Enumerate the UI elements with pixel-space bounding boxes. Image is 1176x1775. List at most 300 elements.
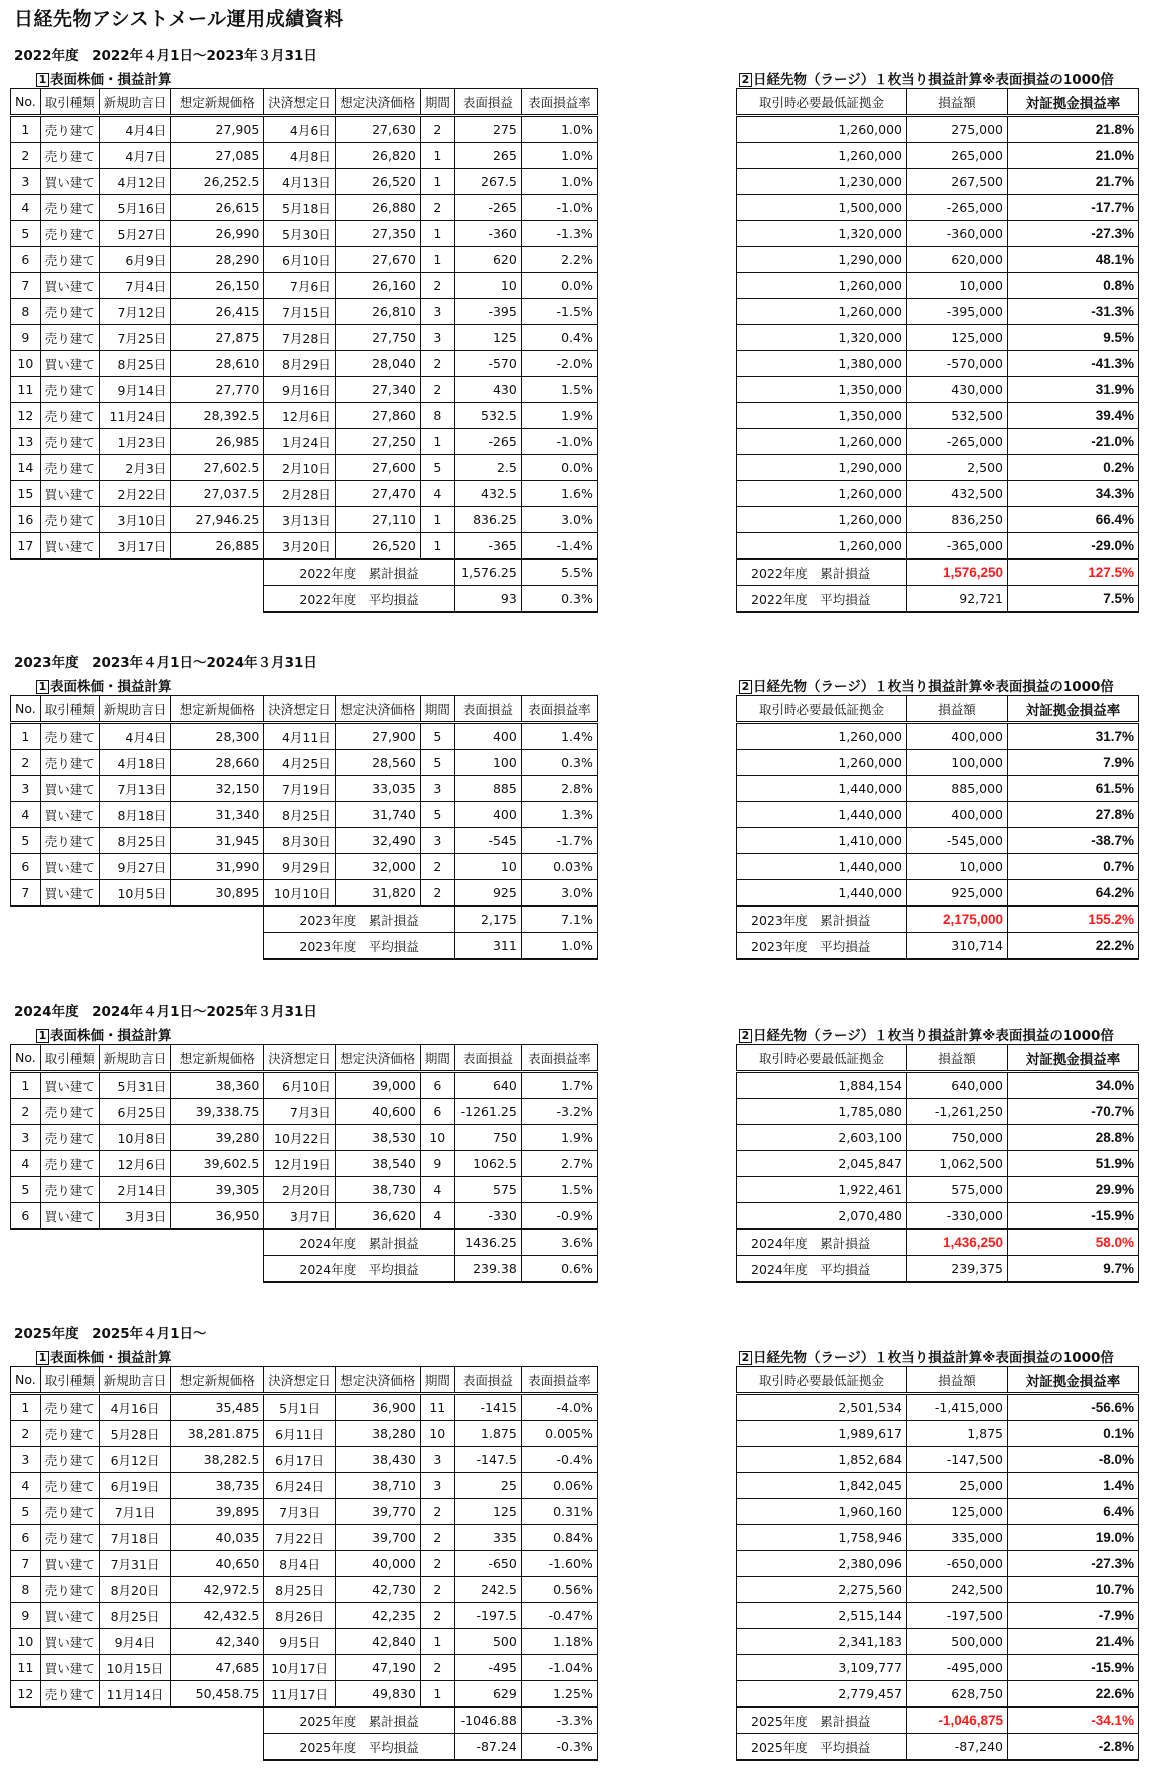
table-cell: -330 [454,1203,521,1230]
table-cell: 7月15日 [264,299,336,325]
table-row [11,1447,598,1473]
table-cell: 1 [420,247,454,273]
table-row [737,1099,1139,1125]
table-cell: 39,700 [335,1525,420,1551]
table-cell: 42,432.5 [171,1603,264,1629]
table-row [737,880,1139,907]
table-row [11,455,598,481]
table-cell: 27,905 [171,116,264,143]
summary-label: 2025年度 累計損益 [264,1707,455,1734]
table-cell: 6月9日 [99,247,171,273]
table-row [11,116,598,143]
table-cell: 7月13日 [99,776,171,802]
table-cell: 27,037.5 [171,481,264,507]
table-cell: 2 [420,377,454,403]
table-cell: 3 [420,1473,454,1499]
table-cell: 31,740 [335,802,420,828]
table-cell: 4月11日 [264,723,336,750]
table-cell: 2 [420,1603,454,1629]
table-cell: 1.18% [521,1629,597,1655]
table-cell: 575 [454,1177,521,1203]
table-cell: 39,280 [171,1125,264,1151]
table-cell: -38.7% [1008,828,1139,854]
table-cell: 39,338.75 [171,1099,264,1125]
table-cell: 2,515,144 [737,1603,907,1629]
table-cell: 3.0% [521,880,597,907]
table-row [11,533,598,560]
table-cell: 2月14日 [99,1177,171,1203]
table-row [737,1499,1139,1525]
table-cell: 2月10日 [264,455,336,481]
table-cell: 1 [11,1394,41,1421]
table-row [11,351,598,377]
table-row [737,169,1139,195]
number-box-icon: 2 [739,680,752,694]
column-header: 決済想定日 [264,696,336,723]
number-box-icon: 1 [36,73,49,87]
table-cell: 2,501,534 [737,1394,907,1421]
table-cell: 27,602.5 [171,455,264,481]
table-cell: 532.5 [454,403,521,429]
table-cell: 34.0% [1008,1072,1139,1099]
table-cell: 12月19日 [264,1151,336,1177]
table-cell: 26,615 [171,195,264,221]
table-cell: 27,900 [335,723,420,750]
period-heading: 2023年度 2023年４月1日～2024年３月31日 [14,655,317,671]
table-cell: 7.9% [1008,750,1139,776]
table-row [737,723,1139,750]
period-heading: 2025年度 2025年４月1日～ [14,1326,207,1342]
table-cell: 6 [420,1072,454,1099]
table-cell: 5月18日 [264,195,336,221]
table-cell: 3 [420,828,454,854]
table-cell: 売り建て [40,723,99,750]
table-row [11,1473,598,1499]
table-row [737,1681,1139,1708]
table-cell: 2 [420,1499,454,1525]
table-cell: 25 [454,1473,521,1499]
table-cell: 2 [11,143,41,169]
table-cell: 2,380,096 [737,1551,907,1577]
summary-value: -1046.88 [454,1707,521,1734]
table-cell: -4.0% [521,1394,597,1421]
large-contract-heading [739,68,1114,88]
table-cell: 売り建て [40,750,99,776]
table-cell: 1,260,000 [737,750,907,776]
column-header: 想定決済価格 [335,696,420,723]
table-cell: 31,340 [171,802,264,828]
table-cell: 0.7% [1008,854,1139,880]
table-cell: -545,000 [907,828,1008,854]
table-row [737,828,1139,854]
table-cell: 1,500,000 [737,195,907,221]
table-row [737,273,1139,299]
table-cell: 3月17日 [99,533,171,560]
summary-label: 2024年度 平均損益 [737,1256,907,1283]
table-cell: 125,000 [907,1499,1008,1525]
table-cell: 3月20日 [264,533,336,560]
table-cell: 39,602.5 [171,1151,264,1177]
table-cell: 1,758,946 [737,1525,907,1551]
header-row [11,1045,598,1072]
number-box-icon: 1 [36,1351,49,1365]
table-cell: 750,000 [907,1125,1008,1151]
table-cell: 27,670 [335,247,420,273]
table-cell: 1,440,000 [737,776,907,802]
table-cell: 3 [11,169,41,195]
table-cell: 2.5 [454,455,521,481]
table-row [737,1603,1139,1629]
table-row [11,1551,598,1577]
table-cell: 32,150 [171,776,264,802]
summary-amount: 92,721 [907,586,1008,613]
blank-cell [11,1229,264,1256]
per-contract-table [736,88,1139,613]
table-cell: 買い建て [40,802,99,828]
table-cell: 5 [420,802,454,828]
table-cell: 1 [420,1681,454,1708]
table-cell: -1261.25 [454,1099,521,1125]
period-heading: 2024年度 2024年４月1日～2025年３月31日 [14,1004,317,1020]
table-cell: 4月7日 [99,143,171,169]
summary-amount: 1,576,250 [907,559,1008,586]
table-cell: 11 [11,377,41,403]
table-cell: 1.9% [521,1125,597,1151]
table-cell: 27,750 [335,325,420,351]
table-cell: 買い建て [40,1655,99,1681]
table-cell: 27,470 [335,481,420,507]
table-cell: 3月13日 [264,507,336,533]
table-cell: 27,110 [335,507,420,533]
table-cell: 2 [420,1525,454,1551]
average-row [11,1256,598,1283]
column-header: 想定決済価格 [335,1045,420,1072]
table-cell: 27,946.25 [171,507,264,533]
table-cell: 2 [420,273,454,299]
table-cell: 1 [11,1072,41,1099]
table-cell: -1.5% [521,299,597,325]
table-cell: 36,620 [335,1203,420,1230]
total-row [11,1707,598,1734]
table-cell: 5月16日 [99,195,171,221]
table-cell: 10,000 [907,854,1008,880]
table-cell: 8月29日 [264,351,336,377]
table-cell: -0.4% [521,1447,597,1473]
table-cell: 1.3% [521,802,597,828]
table-cell: 6.4% [1008,1499,1139,1525]
table-cell: 売り建て [40,1421,99,1447]
table-cell: 11月17日 [264,1681,336,1708]
table-cell: 4月16日 [99,1394,171,1421]
column-header: 表面損益 [454,696,521,723]
summary-rate: 0.3% [521,586,597,613]
table-cell: 2 [420,351,454,377]
table-cell: 6 [11,1525,41,1551]
table-cell: 6月17日 [264,1447,336,1473]
table-cell: 14 [11,455,41,481]
table-cell: 125 [454,1499,521,1525]
table-cell: 265 [454,143,521,169]
table-cell: 400 [454,802,521,828]
table-cell: 38,282.5 [171,1447,264,1473]
table-cell: 3 [420,325,454,351]
summary-label: 2022年度 累計損益 [737,559,907,586]
table-cell: 4 [11,1473,41,1499]
surface-calc-heading [36,1346,172,1366]
table-cell: 400,000 [907,802,1008,828]
table-cell: 1,062,500 [907,1151,1008,1177]
table-cell: 買い建て [40,169,99,195]
table-cell: 2,500 [907,455,1008,481]
column-header: No. [11,696,41,723]
table-cell: 0.005% [521,1421,597,1447]
table-cell: 5月28日 [99,1421,171,1447]
table-row [11,802,598,828]
column-header: 新規助言日 [99,1367,171,1394]
summary-value: 93 [454,586,521,613]
table-cell: 6月10日 [264,247,336,273]
table-cell: 10月10日 [264,880,336,907]
table-row [737,325,1139,351]
summary-label: 2025年度 平均損益 [264,1734,455,1761]
average-row [737,586,1139,613]
table-cell: 7月6日 [264,273,336,299]
table-cell: 売り建て [40,1177,99,1203]
table-cell: 7月31日 [99,1551,171,1577]
table-cell: 27,860 [335,403,420,429]
table-cell: 買い建て [40,776,99,802]
number-box-icon: 1 [36,680,49,694]
table-cell: -17.7% [1008,195,1139,221]
summary-value: 1436.25 [454,1229,521,1256]
table-cell: 5月27日 [99,221,171,247]
table-cell: 5月1日 [264,1394,336,1421]
table-row [737,1473,1139,1499]
table-cell: 3 [11,1447,41,1473]
summary-label: 2025年度 累計損益 [737,1707,907,1734]
table-row [737,481,1139,507]
table-cell: 9月16日 [264,377,336,403]
table-cell: 532,500 [907,403,1008,429]
column-header: 想定決済価格 [335,1367,420,1394]
table-cell: 2 [420,1551,454,1577]
table-cell: -1.4% [521,533,597,560]
table-cell: 1.0% [521,143,597,169]
table-row [11,1072,598,1099]
header-row [11,89,598,116]
table-cell: 10 [420,1421,454,1447]
table-cell: 売り建て [40,1577,99,1603]
table-row [737,854,1139,880]
summary-amount: 1,436,250 [907,1229,1008,1256]
table-cell: 1,320,000 [737,325,907,351]
column-header: 取引時必要最低証拠金 [737,89,907,116]
table-cell: 7月1日 [99,1499,171,1525]
table-cell: 売り建て [40,1125,99,1151]
table-row [11,1151,598,1177]
table-cell: -56.6% [1008,1394,1139,1421]
table-cell: 1月24日 [264,429,336,455]
table-cell: 0.1% [1008,1421,1139,1447]
summary-rate: -0.3% [521,1734,597,1761]
table-cell: 27,770 [171,377,264,403]
average-row [11,933,598,960]
table-cell: -197,500 [907,1603,1008,1629]
table-cell: 7月18日 [99,1525,171,1551]
table-cell: 7月3日 [264,1099,336,1125]
table-cell: 39,000 [335,1072,420,1099]
table-cell: -570 [454,351,521,377]
table-cell: 38,281.875 [171,1421,264,1447]
surface-pl-table [10,88,598,613]
table-cell: 1,320,000 [737,221,907,247]
table-cell: 売り建て [40,143,99,169]
table-cell: 8 [420,403,454,429]
summary-value: 2,175 [454,906,521,933]
table-cell: 7月4日 [99,273,171,299]
table-cell: 19.0% [1008,1525,1139,1551]
table-cell: 640 [454,1072,521,1099]
table-cell: 売り建て [40,403,99,429]
table-cell: -395,000 [907,299,1008,325]
table-cell: 40,035 [171,1525,264,1551]
table-cell: -1.7% [521,828,597,854]
table-row [737,351,1139,377]
table-cell: 1,260,000 [737,723,907,750]
table-cell: 38,430 [335,1447,420,1473]
table-cell: 1,260,000 [737,481,907,507]
table-cell: 1.25% [521,1681,597,1708]
table-cell: 6月19日 [99,1473,171,1499]
total-row [737,906,1139,933]
table-cell: 3月10日 [99,507,171,533]
table-cell: -1,261,250 [907,1099,1008,1125]
table-cell: 10月15日 [99,1655,171,1681]
column-header: 表面損益 [454,89,521,116]
summary-margin-rate: -34.1% [1008,1707,1139,1734]
table-cell: 0.8% [1008,273,1139,299]
table-cell: 575,000 [907,1177,1008,1203]
summary-label: 2024年度 累計損益 [264,1229,455,1256]
summary-value: 1,576.25 [454,559,521,586]
table-cell: 1.5% [521,377,597,403]
table-cell: 10 [11,351,41,377]
table-cell: 8月4日 [264,1551,336,1577]
table-cell: 1.0% [521,169,597,195]
table-cell: 1,260,000 [737,273,907,299]
table-cell: 売り建て [40,1499,99,1525]
table-cell: 2,070,480 [737,1203,907,1230]
table-cell: 2月3日 [99,455,171,481]
table-cell: 5 [11,221,41,247]
table-cell: 51.9% [1008,1151,1139,1177]
average-row [737,933,1139,960]
table-cell: 売り建て [40,1525,99,1551]
table-cell: 2.2% [521,247,597,273]
per-contract-table [736,695,1139,960]
summary-label: 2022年度 平均損益 [737,586,907,613]
table-cell: 2 [420,1577,454,1603]
column-header: 想定新規価格 [171,696,264,723]
table-cell: 3月3日 [99,1203,171,1230]
table-row [11,776,598,802]
table-cell: 1,260,000 [737,533,907,560]
table-cell: 36,950 [171,1203,264,1230]
table-cell: 売り建て [40,299,99,325]
table-cell: 1.875 [454,1421,521,1447]
table-cell: 275 [454,116,521,143]
table-cell: 28,040 [335,351,420,377]
table-cell: 1,989,617 [737,1421,907,1447]
table-cell: 6月11日 [264,1421,336,1447]
table-row [737,1447,1139,1473]
table-cell: -21.0% [1008,429,1139,455]
table-cell: -265 [454,429,521,455]
table-cell: 9月4日 [99,1629,171,1655]
table-cell: 432,500 [907,481,1008,507]
table-cell: 7月3日 [264,1499,336,1525]
table-cell: 61.5% [1008,776,1139,802]
table-cell: 8月26日 [264,1603,336,1629]
table-cell: 3.0% [521,507,597,533]
large-contract-heading [739,1024,1114,1044]
table-row [11,1394,598,1421]
table-cell: -31.3% [1008,299,1139,325]
table-row [737,247,1139,273]
table-cell: 1,260,000 [737,429,907,455]
table-cell: -330,000 [907,1203,1008,1230]
table-cell: 3 [11,1125,41,1151]
table-cell: 6 [420,1099,454,1125]
table-cell: 3,109,777 [737,1655,907,1681]
summary-label: 2024年度 累計損益 [737,1229,907,1256]
table-cell: 1,440,000 [737,854,907,880]
table-row [737,750,1139,776]
table-cell: 42,340 [171,1629,264,1655]
table-cell: 売り建て [40,1681,99,1708]
table-cell: 12月6日 [264,403,336,429]
table-row [737,1177,1139,1203]
table-cell: 7月12日 [99,299,171,325]
table-cell: 629 [454,1681,521,1708]
document-title: 日経先物アシストメール運用成績資料 [14,8,344,30]
summary-label: 2023年度 平均損益 [264,933,455,960]
table-cell: 売り建て [40,828,99,854]
table-cell: 40,000 [335,1551,420,1577]
table-cell: 26,820 [335,143,420,169]
table-cell: 5 [420,750,454,776]
table-cell: 11 [420,1394,454,1421]
table-cell: 1.4% [521,723,597,750]
column-header: 想定新規価格 [171,1367,264,1394]
table-row [11,1177,598,1203]
table-cell: 5 [11,828,41,854]
table-cell: 1 [420,143,454,169]
table-cell: 買い建て [40,1629,99,1655]
table-cell: 335 [454,1525,521,1551]
surface-calc-label: 表面株価・損益計算 [50,72,172,88]
column-header: 新規助言日 [99,89,171,116]
table-cell: 31.9% [1008,377,1139,403]
table-cell: 640,000 [907,1072,1008,1099]
column-header: 取引種類 [40,1367,99,1394]
table-cell: 2月20日 [264,1177,336,1203]
column-header: 決済想定日 [264,1045,336,1072]
table-cell: 26,520 [335,169,420,195]
total-row [737,1229,1139,1256]
table-row [737,116,1139,143]
table-cell: 0.03% [521,854,597,880]
